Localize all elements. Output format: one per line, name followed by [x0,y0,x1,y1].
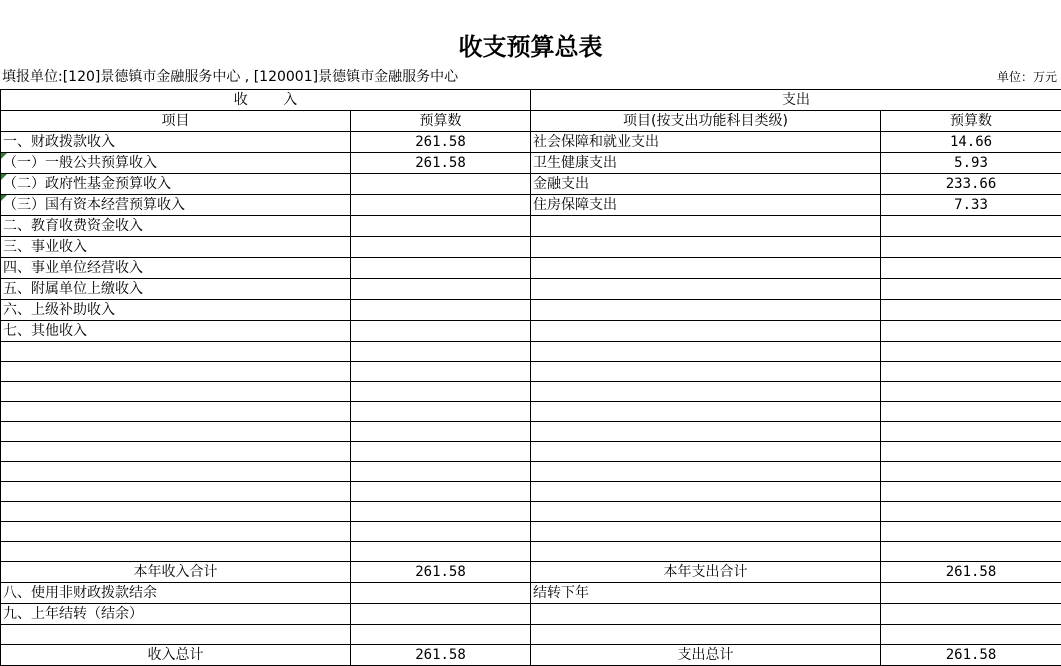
table-row [1,583,1061,604]
year-income-total-label: 本年收入合计 [1,562,351,583]
empty-cell [881,402,1061,422]
income-item-cell: 一、财政拨款收入 [1,132,351,153]
income-value-cell [351,174,531,195]
table-row [1,279,1061,300]
empty-cell [881,382,1061,402]
year-income-total-value: 261.58 [351,562,531,583]
expense-item-cell: 社会保障和就业支出 [531,132,881,153]
empty-cell [881,502,1061,522]
table-row [1,132,1061,153]
table-row [1,174,1061,195]
empty-cell [351,462,531,482]
report-title: 收支预算总表 [0,30,1061,64]
income-item-cell: 四、事业单位经营收入 [1,258,351,279]
empty-cell [351,422,531,442]
empty-cell [881,482,1061,502]
empty-row [1,542,1061,562]
empty-cell [881,422,1061,442]
empty-cell [531,442,881,462]
empty-cell [531,625,881,645]
empty-cell [881,462,1061,482]
income-value-cell [351,300,531,321]
expense-budget-header: 预算数 [881,111,1061,132]
empty-cell [1,362,351,382]
income-item-cell: 三、事业收入 [1,237,351,258]
empty-cell [881,542,1061,562]
empty-cell [1,482,351,502]
empty-cell [351,522,531,542]
income-item-cell: （一）一般公共预算收入 [1,153,351,174]
empty-cell [881,342,1061,362]
year-expense-total-label: 本年支出合计 [531,562,881,583]
empty-cell [881,604,1061,625]
empty-cell [531,382,881,402]
empty-cell [881,522,1061,542]
income-budget-header: 预算数 [351,111,531,132]
empty-row [1,342,1061,362]
expense-item-cell [531,321,881,342]
expense-item-cell [531,258,881,279]
empty-cell [531,402,881,422]
expense-value-cell [881,216,1061,237]
empty-cell [1,342,351,362]
section-header-row [1,90,1061,111]
expense-item-cell: 卫生健康支出 [531,153,881,174]
income-section-header: 收 入 [1,90,531,111]
income-value-cell [351,258,531,279]
empty-row [1,462,1061,482]
income-item-cell: 六、上级补助收入 [1,300,351,321]
empty-cell [531,542,881,562]
income-grand-total-label: 收入总计 [1,645,351,666]
empty-cell [351,342,531,362]
prior-year-carryover-label: 九、上年结转（结余） [1,604,351,625]
expense-value-cell [881,258,1061,279]
income-item-cell: （二）政府性基金预算收入 [1,174,351,195]
empty-cell [1,382,351,402]
empty-cell [881,583,1061,604]
empty-cell [531,502,881,522]
empty-cell [1,522,351,542]
empty-cell [351,362,531,382]
empty-row [1,402,1061,422]
expense-item-cell [531,279,881,300]
empty-row [1,362,1061,382]
empty-cell [351,382,531,402]
expense-item-cell [531,237,881,258]
empty-cell [351,542,531,562]
empty-cell [1,442,351,462]
income-value-cell [351,237,531,258]
empty-cell [531,604,881,625]
empty-cell [1,625,351,645]
non-fiscal-balance-label: 八、使用非财政拨款结余 [1,583,351,604]
table-row [1,300,1061,321]
income-value-cell [351,321,531,342]
empty-cell [881,362,1061,382]
empty-cell [351,502,531,522]
empty-row [1,502,1061,522]
empty-cell [351,442,531,462]
expense-value-cell [881,300,1061,321]
expense-item-cell [531,216,881,237]
empty-cell [531,482,881,502]
expense-value-cell: 14.66 [881,132,1061,153]
fill-unit-label: 填报单位:[120]景德镇市金融服务中心 , [120001]景德镇市金融服务中心 [2,68,458,86]
expense-value-cell: 233.66 [881,174,1061,195]
empty-row [1,482,1061,502]
income-value-cell [351,216,531,237]
empty-cell [881,625,1061,645]
budget-summary-table [0,89,1061,666]
empty-cell [531,422,881,442]
income-value-cell [351,195,531,216]
table-row [1,216,1061,237]
expense-section-header: 支出 [531,90,1061,111]
grand-total-row [1,645,1061,666]
empty-cell [1,462,351,482]
income-value-cell [351,279,531,300]
empty-cell [351,583,531,604]
empty-cell [1,542,351,562]
empty-cell [1,422,351,442]
year-expense-total-value: 261.58 [881,562,1061,583]
table-row [1,153,1061,174]
empty-cell [1,502,351,522]
empty-row [1,625,1061,645]
income-item-cell: 五、附属单位上缴收入 [1,279,351,300]
currency-unit-label: 单位：万元 [997,68,1057,86]
income-value-cell: 261.58 [351,153,531,174]
empty-cell [531,362,881,382]
income-value-cell: 261.58 [351,132,531,153]
empty-cell [1,402,351,422]
table-row [1,258,1061,279]
income-grand-total-value: 261.58 [351,645,531,666]
expense-grand-total-value: 261.58 [881,645,1061,666]
table-row [1,604,1061,625]
empty-row [1,442,1061,462]
expense-item-cell [531,300,881,321]
carry-forward-label: 结转下年 [531,583,881,604]
expense-value-cell [881,279,1061,300]
income-item-cell: 二、教育收费资金收入 [1,216,351,237]
empty-cell [881,442,1061,462]
income-item-cell: （三）国有资本经营预算收入 [1,195,351,216]
income-item-header: 项目 [1,111,351,132]
table-row [1,321,1061,342]
empty-cell [531,522,881,542]
year-total-row [1,562,1061,583]
income-item-cell: 七、其他收入 [1,321,351,342]
empty-cell [531,462,881,482]
expense-value-cell: 5.93 [881,153,1061,174]
empty-cell [351,482,531,502]
table-row [1,237,1061,258]
empty-row [1,522,1061,542]
expense-value-cell: 7.33 [881,195,1061,216]
expense-item-header: 项目(按支出功能科目类级) [531,111,881,132]
empty-row [1,382,1061,402]
empty-row [1,422,1061,442]
empty-cell [351,604,531,625]
expense-value-cell [881,321,1061,342]
expense-item-cell: 住房保障支出 [531,195,881,216]
expense-item-cell: 金融支出 [531,174,881,195]
empty-cell [351,402,531,422]
column-header-row [1,111,1061,132]
expense-value-cell [881,237,1061,258]
empty-cell [351,625,531,645]
expense-grand-total-label: 支出总计 [531,645,881,666]
empty-cell [531,342,881,362]
table-row [1,195,1061,216]
